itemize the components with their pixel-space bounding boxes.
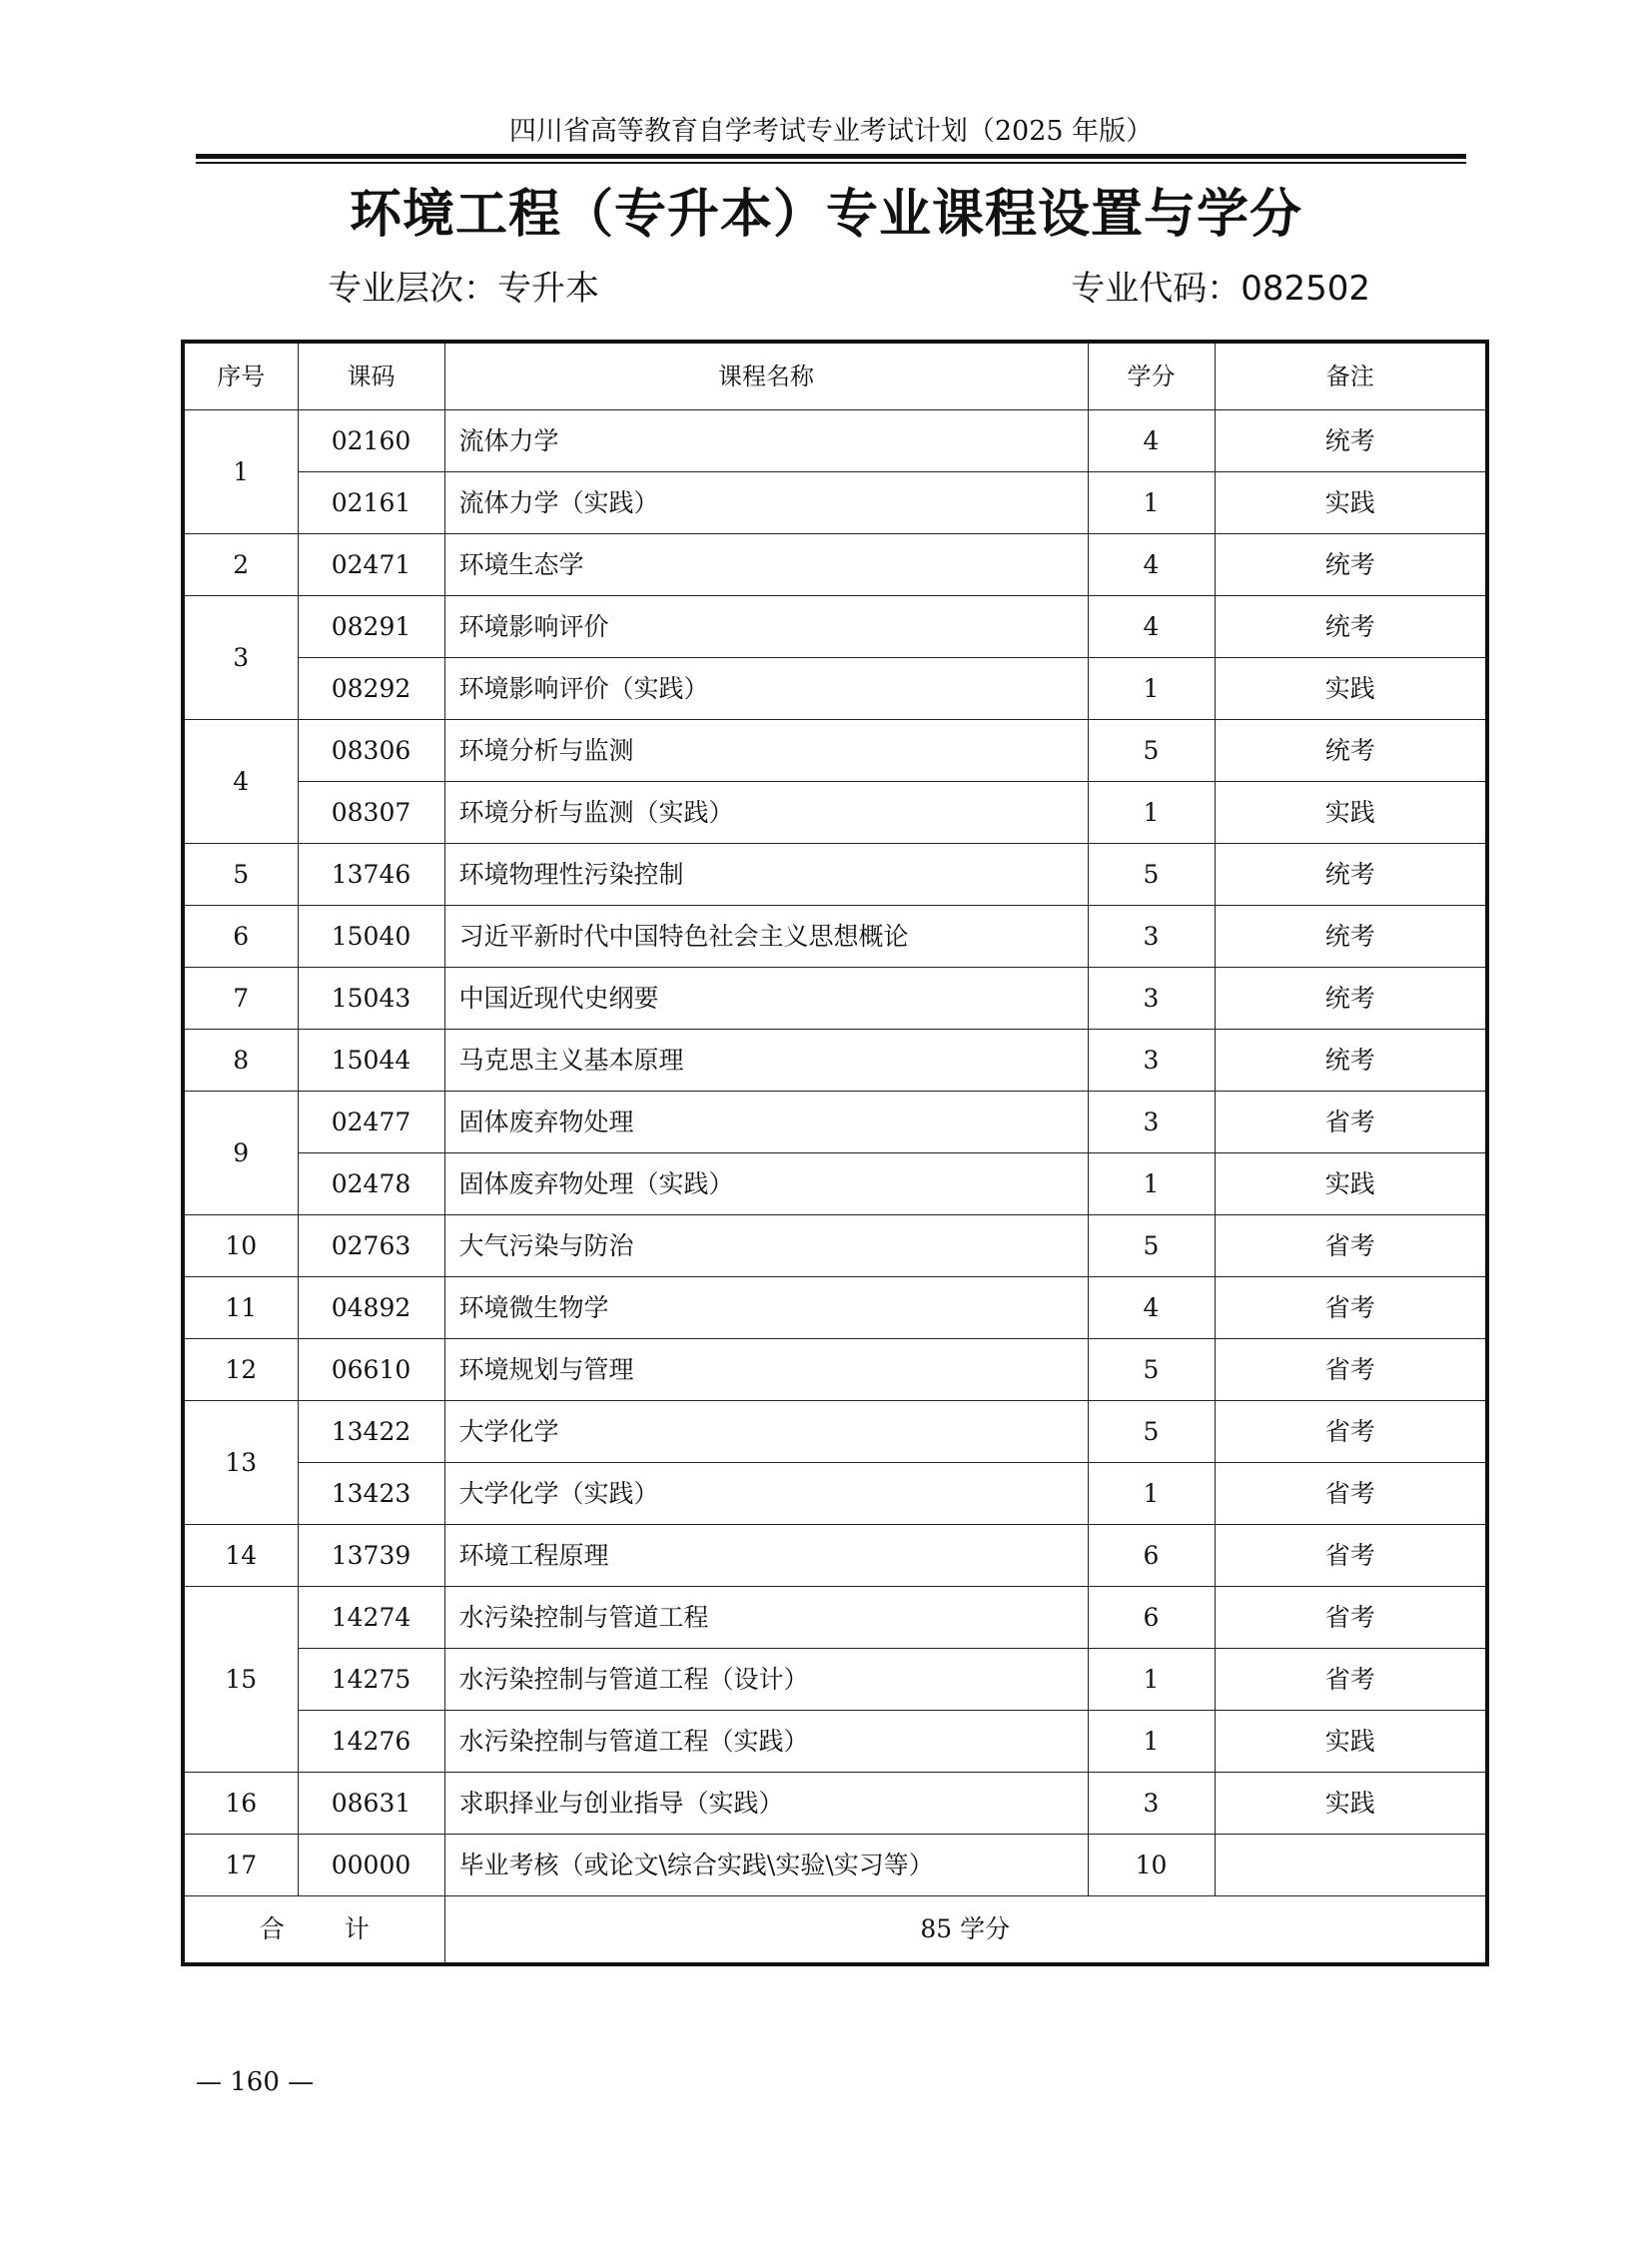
table-row: [183, 782, 1487, 844]
course-code-cell: 06610: [298, 1339, 444, 1401]
header-code: 课码: [298, 342, 444, 410]
seq-cell: 16: [183, 1773, 298, 1835]
course-name-cell: 环境影响评价（实践）: [444, 658, 1088, 720]
course-code-cell: 14274: [298, 1587, 444, 1649]
note-cell: 统考: [1215, 720, 1487, 782]
credit-cell: 5: [1088, 1339, 1215, 1401]
course-code-cell: 15043: [298, 968, 444, 1030]
course-code-cell: 08291: [298, 596, 444, 658]
table-row: [183, 1215, 1487, 1277]
course-name-cell: 流体力学（实践）: [444, 472, 1088, 534]
credit-cell: 1: [1088, 472, 1215, 534]
credit-cell: 6: [1088, 1525, 1215, 1587]
header-rule-thick: [196, 154, 1466, 159]
course-code-cell: 02161: [298, 472, 444, 534]
credit-cell: 3: [1088, 906, 1215, 968]
note-cell: 统考: [1215, 534, 1487, 596]
credit-cell: 3: [1088, 1030, 1215, 1092]
running-header: 四川省高等教育自学考试专业考试计划（2025 年版）: [508, 116, 1154, 147]
credit-cell: 1: [1088, 658, 1215, 720]
note-cell: 实践: [1215, 658, 1487, 720]
header-course-name: 课程名称: [444, 342, 1088, 410]
note-cell: 统考: [1215, 906, 1487, 968]
seq-cell: 9: [183, 1092, 298, 1215]
course-code-cell: 02160: [298, 410, 444, 472]
credit-cell: 3: [1088, 1092, 1215, 1153]
seq-cell: 5: [183, 844, 298, 906]
table-row: [183, 844, 1487, 906]
note-cell: 省考: [1215, 1525, 1487, 1587]
course-code-cell: 15044: [298, 1030, 444, 1092]
credit-cell: 5: [1088, 1215, 1215, 1277]
table-row: [183, 720, 1487, 782]
course-table: [181, 340, 1489, 1966]
credit-cell: 1: [1088, 1153, 1215, 1215]
course-name-cell: 习近平新时代中国特色社会主义思想概论: [444, 906, 1088, 968]
program-code: 专业代码：082502: [1071, 269, 1370, 309]
table-row: [183, 906, 1487, 968]
course-code-cell: 00000: [298, 1835, 444, 1896]
course-name-cell: 水污染控制与管道工程（实践）: [444, 1711, 1088, 1773]
course-name-cell: 大气污染与防治: [444, 1215, 1088, 1277]
course-name-cell: 环境物理性污染控制: [444, 844, 1088, 906]
note-cell: 统考: [1215, 596, 1487, 658]
course-code-cell: 15040: [298, 906, 444, 968]
course-table-body: [183, 410, 1487, 1896]
note-cell: 省考: [1215, 1215, 1487, 1277]
table-row: [183, 658, 1487, 720]
seq-cell: 17: [183, 1835, 298, 1896]
credit-cell: 4: [1088, 596, 1215, 658]
course-name-cell: 环境工程原理: [444, 1525, 1088, 1587]
credit-cell: 5: [1088, 720, 1215, 782]
course-name-cell: 水污染控制与管道工程（设计）: [444, 1649, 1088, 1711]
credit-cell: 1: [1088, 782, 1215, 844]
note-cell: 实践: [1215, 472, 1487, 534]
credit-cell: 3: [1088, 968, 1215, 1030]
seq-cell: 10: [183, 1215, 298, 1277]
table-row: [183, 1711, 1487, 1773]
note-cell: [1215, 1835, 1487, 1896]
course-code-cell: 08631: [298, 1773, 444, 1835]
course-code-cell: 08306: [298, 720, 444, 782]
total-value: 85 学分: [444, 1896, 1487, 1965]
course-name-cell: 固体废弃物处理: [444, 1092, 1088, 1153]
table-row: [183, 1525, 1487, 1587]
table-row: [183, 968, 1487, 1030]
seq-cell: 14: [183, 1525, 298, 1587]
table-row: [183, 472, 1487, 534]
table-row: [183, 1463, 1487, 1525]
credit-cell: 6: [1088, 1587, 1215, 1649]
course-code-cell: 02478: [298, 1153, 444, 1215]
note-cell: 省考: [1215, 1092, 1487, 1153]
table-row: [183, 1030, 1487, 1092]
seq-cell: 11: [183, 1277, 298, 1339]
note-cell: 实践: [1215, 1773, 1487, 1835]
course-name-cell: 流体力学: [444, 410, 1088, 472]
table-row: [183, 1835, 1487, 1896]
table-row: [183, 534, 1487, 596]
credit-cell: 1: [1088, 1711, 1215, 1773]
note-cell: 省考: [1215, 1649, 1487, 1711]
table-row: [183, 1092, 1487, 1153]
course-code-cell: 14275: [298, 1649, 444, 1711]
note-cell: 实践: [1215, 782, 1487, 844]
header-note: 备注: [1215, 342, 1487, 410]
course-name-cell: 求职择业与创业指导（实践）: [444, 1773, 1088, 1835]
course-name-cell: 环境分析与监测: [444, 720, 1088, 782]
course-name-cell: 环境分析与监测（实践）: [444, 782, 1088, 844]
page-title: 环境工程（专升本）专业课程设置与学分: [349, 185, 1302, 245]
table-row: [183, 1339, 1487, 1401]
credit-cell: 1: [1088, 1463, 1215, 1525]
note-cell: 省考: [1215, 1587, 1487, 1649]
credit-cell: 3: [1088, 1773, 1215, 1835]
seq-cell: 1: [183, 410, 298, 534]
note-cell: 省考: [1215, 1339, 1487, 1401]
credit-cell: 4: [1088, 1277, 1215, 1339]
table-row: [183, 1277, 1487, 1339]
total-label: 合计: [183, 1896, 444, 1965]
table-row: [183, 410, 1487, 472]
table-row: [183, 1401, 1487, 1463]
course-code-cell: 02471: [298, 534, 444, 596]
note-cell: 省考: [1215, 1277, 1487, 1339]
credit-cell: 10: [1088, 1835, 1215, 1896]
course-name-cell: 大学化学: [444, 1401, 1088, 1463]
seq-cell: 2: [183, 534, 298, 596]
total-row: [183, 1896, 1487, 1965]
note-cell: 统考: [1215, 844, 1487, 906]
credit-cell: 4: [1088, 410, 1215, 472]
seq-cell: 7: [183, 968, 298, 1030]
credit-cell: 5: [1088, 1401, 1215, 1463]
seq-cell: 3: [183, 596, 298, 720]
course-name-cell: 环境影响评价: [444, 596, 1088, 658]
course-code-cell: 04892: [298, 1277, 444, 1339]
course-name-cell: 大学化学（实践）: [444, 1463, 1088, 1525]
seq-cell: 12: [183, 1339, 298, 1401]
seq-cell: 6: [183, 906, 298, 968]
course-code-cell: 08292: [298, 658, 444, 720]
table-row: [183, 1153, 1487, 1215]
header-seq: 序号: [183, 342, 298, 410]
table-header-row: [183, 342, 1487, 410]
seq-cell: 13: [183, 1401, 298, 1525]
credit-cell: 1: [1088, 1649, 1215, 1711]
note-cell: 实践: [1215, 1711, 1487, 1773]
course-code-cell: 02477: [298, 1092, 444, 1153]
table-row: [183, 1587, 1487, 1649]
course-name-cell: 水污染控制与管道工程: [444, 1587, 1088, 1649]
seq-cell: 15: [183, 1587, 298, 1773]
table-row: [183, 596, 1487, 658]
course-name-cell: 环境规划与管理: [444, 1339, 1088, 1401]
header-credit: 学分: [1088, 342, 1215, 410]
table-row: [183, 1649, 1487, 1711]
header-rule-thin: [196, 162, 1466, 164]
page-number: — 160 —: [196, 2067, 315, 2097]
program-level: 专业层次：专升本: [328, 269, 599, 309]
course-name-cell: 环境生态学: [444, 534, 1088, 596]
course-name-cell: 马克思主义基本原理: [444, 1030, 1088, 1092]
seq-cell: 8: [183, 1030, 298, 1092]
course-name-cell: 固体废弃物处理（实践）: [444, 1153, 1088, 1215]
note-cell: 统考: [1215, 410, 1487, 472]
course-code-cell: 02763: [298, 1215, 444, 1277]
table-row: [183, 1773, 1487, 1835]
course-name-cell: 毕业考核（或论文\综合实践\实验\实习等）: [444, 1835, 1088, 1896]
note-cell: 实践: [1215, 1153, 1487, 1215]
course-code-cell: 14276: [298, 1711, 444, 1773]
course-name-cell: 环境微生物学: [444, 1277, 1088, 1339]
note-cell: 省考: [1215, 1401, 1487, 1463]
course-code-cell: 08307: [298, 782, 444, 844]
credit-cell: 5: [1088, 844, 1215, 906]
course-name-cell: 中国近现代史纲要: [444, 968, 1088, 1030]
course-code-cell: 13739: [298, 1525, 444, 1587]
credit-cell: 4: [1088, 534, 1215, 596]
course-code-cell: 13423: [298, 1463, 444, 1525]
note-cell: 统考: [1215, 1030, 1487, 1092]
course-code-cell: 13746: [298, 844, 444, 906]
seq-cell: 4: [183, 720, 298, 844]
note-cell: 省考: [1215, 1463, 1487, 1525]
note-cell: 统考: [1215, 968, 1487, 1030]
course-code-cell: 13422: [298, 1401, 444, 1463]
